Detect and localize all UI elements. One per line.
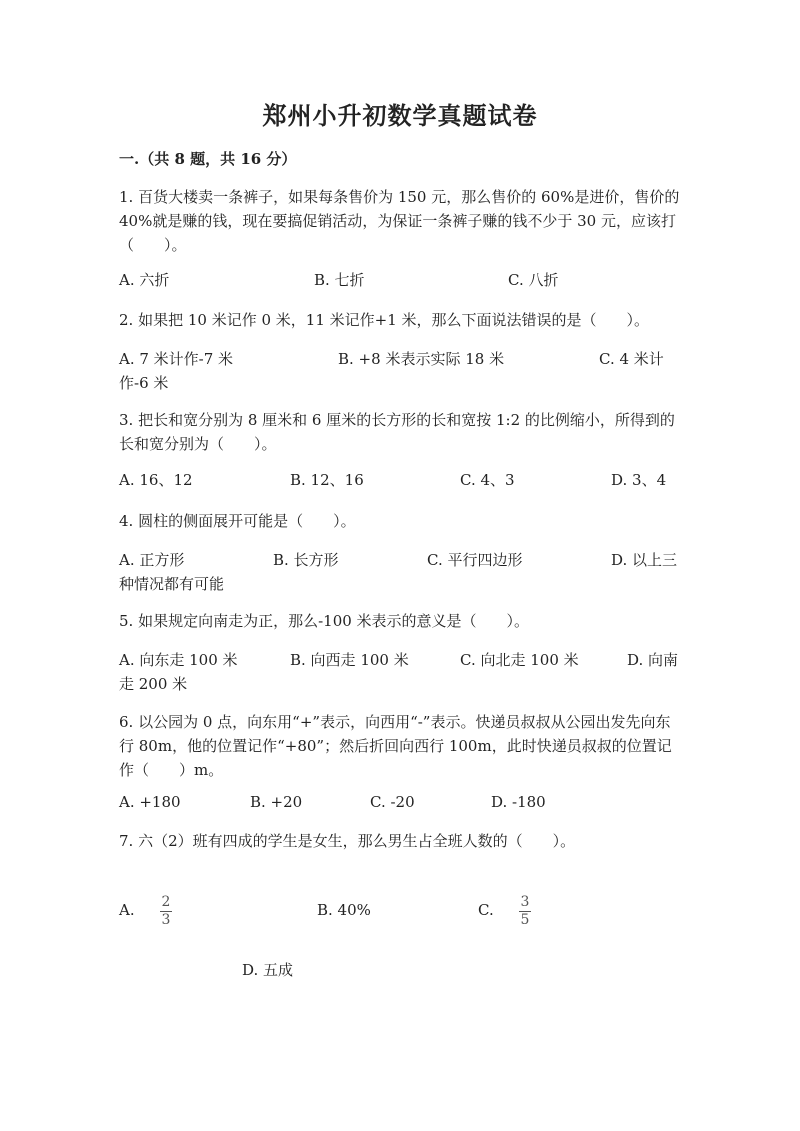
question-7-option-a: A. bbox=[119, 901, 135, 919]
question-7-stem: 7. 六（2）班有四成的学生是女生，那么男生占全班人数的（ ）。 bbox=[119, 832, 576, 850]
question-4-option-d: D. 以上三种情况都有可能 bbox=[119, 551, 678, 593]
fraction-numerator: 2 bbox=[161, 894, 171, 910]
question-4-option-c: C. 平行四边形 bbox=[427, 551, 523, 569]
question-4-stem: 4. 圆柱的侧面展开可能是（ ）。 bbox=[119, 512, 356, 530]
question-7-option-b: B. 40% bbox=[317, 901, 371, 919]
fraction-three-fifths bbox=[519, 895, 531, 928]
question-7-option-d: D. 五成 bbox=[242, 961, 294, 979]
fraction-two-thirds bbox=[160, 895, 172, 928]
question-3-stem: 3. 把长和宽分别为 8 厘米和 6 厘米的长方形的长和宽按 1:2 的比例缩小，所得到的长和宽分别为（ ）。 bbox=[119, 411, 675, 453]
question-6-option-d: D. -180 bbox=[491, 793, 546, 811]
fraction-denominator: 5 bbox=[520, 912, 530, 928]
fraction-numerator: 3 bbox=[520, 894, 530, 910]
question-3-option-a: A. 16、12 bbox=[119, 471, 193, 489]
question-4-option-b: B. 长方形 bbox=[273, 551, 339, 569]
question-1-stem: 1. 百货大楼卖一条裤子，如果每条售价为 150 元，那么售价的 60%是进价，售价的 40%就是赚的钱，现在要搞促销活动，为保证一条裤子赚的钱不少于 30 元，应该打（ ）。 bbox=[119, 188, 680, 254]
question-3-option-b: B. 12、16 bbox=[290, 471, 364, 489]
question-2-option-b: B. +8 米表示实际 18 米 bbox=[338, 350, 505, 368]
question-7-option-c: C. bbox=[478, 901, 494, 919]
question-5-option-d: D. 向南走 200 米 bbox=[119, 651, 679, 693]
question-2-stem: 2. 如果把 10 米记作 0 米，11 米记作+1 米，那么下面说法错误的是（ ）。 bbox=[119, 311, 650, 329]
question-5-option-a: A. 向东走 100 米 bbox=[119, 651, 238, 669]
question-5-option-c: C. 向北走 100 米 bbox=[460, 651, 579, 669]
question-3-option-c: C. 4、3 bbox=[460, 471, 515, 489]
question-2-option-a: A. 7 米计作-7 米 bbox=[119, 350, 234, 368]
question-6-option-c: C. -20 bbox=[370, 793, 415, 811]
question-5-option-b: B. 向西走 100 米 bbox=[290, 651, 409, 669]
question-1-option-a: A. 六折 bbox=[119, 271, 170, 289]
question-6-option-a: A. +180 bbox=[119, 793, 181, 811]
question-2-option-c: C. 4 米计作-6 米 bbox=[119, 350, 664, 392]
question-6-option-b: B. +20 bbox=[250, 793, 303, 811]
question-5-stem: 5. 如果规定向南走为正，那么-100 米表示的意义是（ ）。 bbox=[119, 612, 530, 630]
question-1-option-b: B. 七折 bbox=[314, 271, 365, 289]
question-1-option-c: C. 八折 bbox=[508, 271, 559, 289]
question-3-option-d: D. 3、4 bbox=[611, 471, 667, 489]
fraction-denominator: 3 bbox=[161, 912, 171, 928]
question-6-stem: 6. 以公园为 0 点，向东用“+”表示，向西用“-”表示。快递员叔叔从公园出发先向东行 80m，他的位置记作“+80”；然后折回向西行 100m，此时快递员叔叔的位置记作（ ）m。 bbox=[119, 713, 672, 779]
page-title: 郑州小升初数学真题试卷 bbox=[262, 101, 538, 130]
section-heading: 一.（共 8 题，共 16 分） bbox=[119, 150, 297, 168]
question-4-option-a: A. 正方形 bbox=[119, 551, 185, 569]
